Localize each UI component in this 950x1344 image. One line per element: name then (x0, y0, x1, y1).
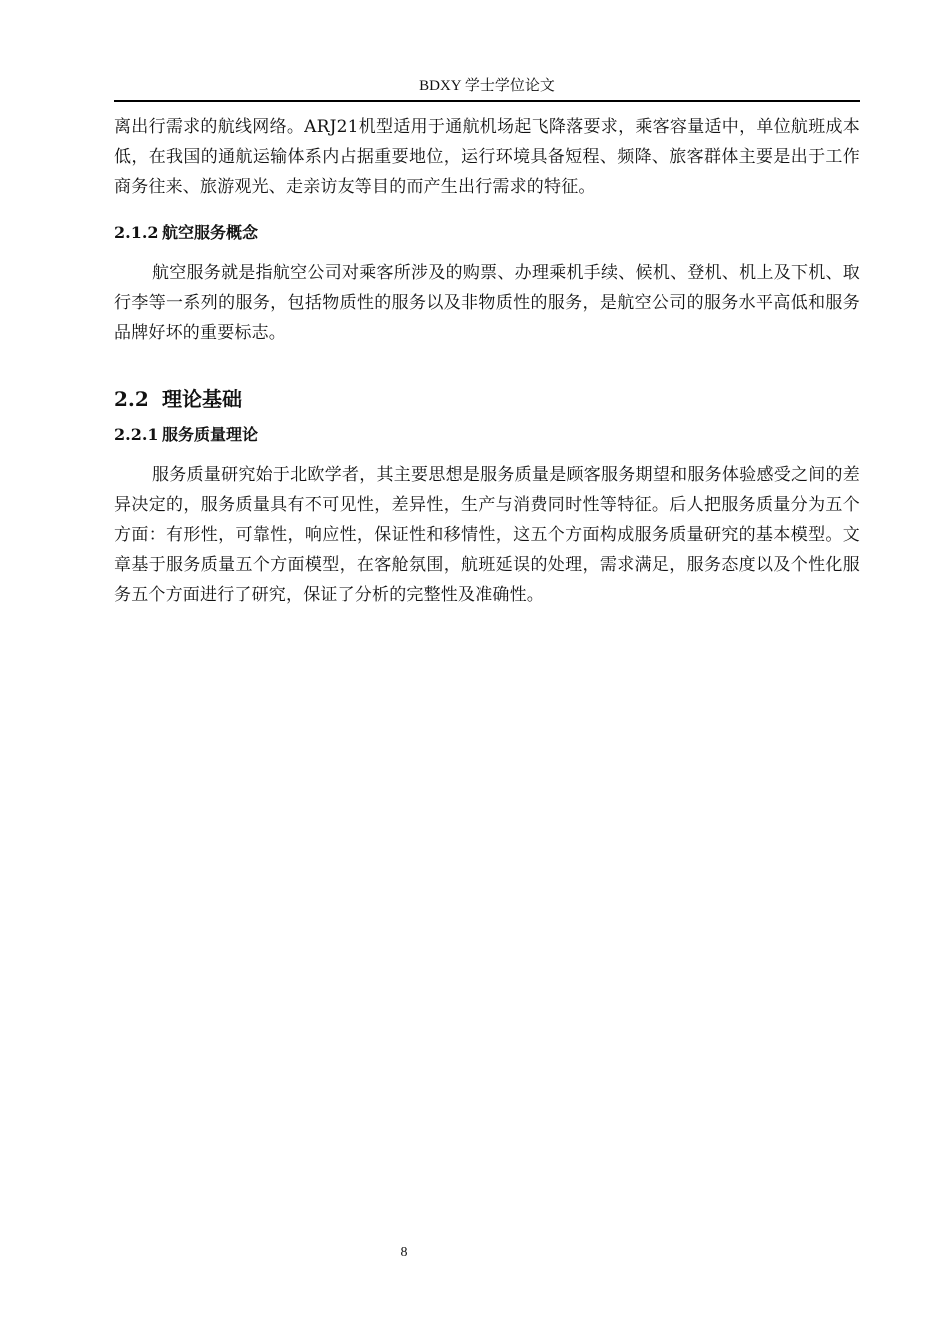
section-title: 服务质量理论 (162, 425, 259, 444)
page-content (114, 112, 860, 610)
page-number: 8 (400, 1245, 408, 1260)
section-heading-2-1-2 (114, 222, 860, 244)
paragraph-aviation-service: 航空服务就是指航空公司对乘客所涉及的购票、办理乘机手续、候机、登机、机上及下机、取行李等一系列的服务，包括物质性的服务以及非物质性的服务，是航空公司的服务水平高低和服务品牌好坏的重要标志。 (114, 263, 860, 343)
page-header: BDXY 学士学位论文 (419, 78, 555, 94)
header-rule (114, 100, 860, 102)
section-number: 2.2.1 (114, 425, 159, 444)
section-title: 理论基础 (162, 387, 242, 411)
section-heading-2-2 (114, 386, 860, 412)
section-heading-2-2-1 (114, 424, 860, 446)
section-number: 2.2 (114, 387, 149, 411)
section-title: 航空服务概念 (162, 223, 259, 242)
paragraph-service-quality: 服务质量研究始于北欧学者，其主要思想是服务质量是顾客服务期望和服务体验感受之间的差异决定的，服务质量具有不可见性，差异性，生产与消费同时性等特征。后人把服务质量分为五个方面：有形性，可靠性，响应性，保证性和移情性，这五个方面构成服务质量研究的基本模型。文章基于服务质量五个方面模型，在客舱氛围，航班延误的处理，需求满足，服务态度以及个性化服务五个方面进行了研究，保证了分析的完整性及准确性。 (114, 465, 860, 605)
section-number: 2.1.2 (114, 223, 159, 242)
continued-paragraph: 离出行需求的航线网络。ARJ21机型适用于通航机场起飞降落要求，乘客容量适中，单位航班成本低，在我国的通航运输体系内占据重要地位，运行环境具备短程、频降、旅客群体主要是出于工作商务往来、旅游观光、走亲访友等目的而产生出行需求的特征。 (114, 117, 860, 197)
